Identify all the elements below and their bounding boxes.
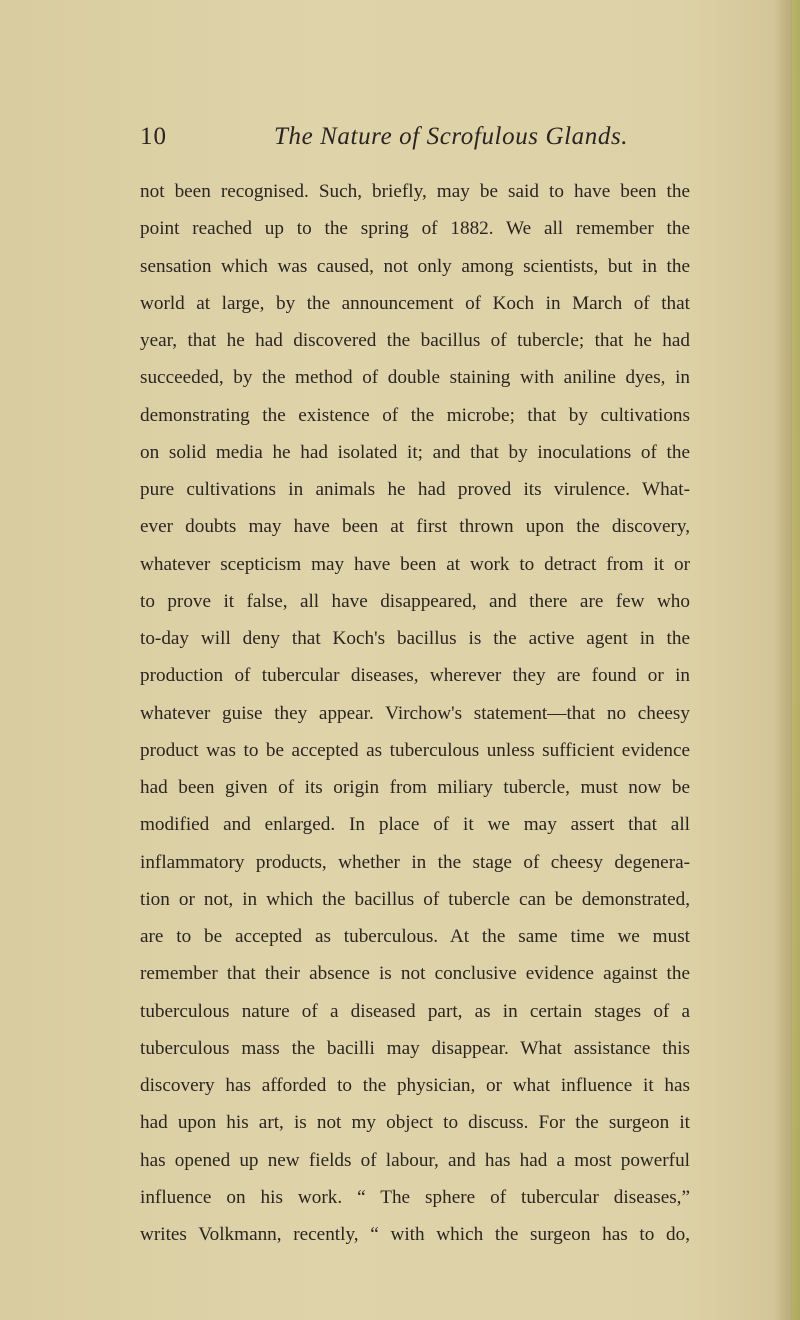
text-line: to-day will deny that Koch's bacillus is the active agent in the bbox=[140, 628, 690, 649]
running-head bbox=[140, 123, 700, 159]
text-line: pure cultivations in animals he had proved its virulence. What- bbox=[140, 479, 690, 500]
text-line: tuberculous nature of a diseased part, as in certain stages of a bbox=[140, 1000, 690, 1022]
text-line: point reached up to the spring of 1882. We all remember the bbox=[140, 218, 690, 240]
text-line: had upon his art, is not my object to discuss. For the surgeon it bbox=[140, 1112, 690, 1134]
text-line: on solid media he had isolated it; and that by inoculations of the bbox=[140, 441, 690, 463]
page-edge-tint bbox=[792, 0, 800, 1320]
text-line: whatever guise they appear. Virchow's statement—that no cheesy bbox=[140, 702, 690, 724]
text-line: world at large, by the announcement of Koch in March of that bbox=[140, 292, 690, 314]
text-line: tion or not, in which the bacillus of tubercle can be demonstrated, bbox=[140, 888, 690, 910]
text-line: succeeded, by the method of double staining with aniline dyes, in bbox=[140, 367, 690, 389]
text-line: influence on his work. “ The sphere of tubercular diseases,” bbox=[140, 1186, 690, 1208]
text-line: sensation which was caused, not only among scientists, but in the bbox=[140, 255, 690, 277]
text-line: inflammatory products, whether in the stage of cheesy degenera- bbox=[140, 851, 690, 873]
text-line: are to be accepted as tuberculous. At the same time we must bbox=[140, 926, 690, 947]
text-line: demonstrating the existence of the microbe; that by cultivations bbox=[140, 404, 690, 426]
text-line: production of tubercular diseases, wherever they are found or in bbox=[140, 665, 690, 687]
text-line: discovery has afforded to the physician, or what influence it has bbox=[140, 1075, 690, 1096]
text-line: product was to be accepted as tuberculous unless sufficient evidence bbox=[140, 739, 690, 761]
text-line: not been recognised. Such, briefly, may be said to have been the bbox=[140, 181, 690, 202]
running-head-title: The Nature of Scrofulous Glands. bbox=[274, 123, 629, 150]
text-line: tuberculous mass the bacilli may disappear. What assistance this bbox=[140, 1037, 690, 1059]
text-line: modified and enlarged. In place of it we may assert that all bbox=[140, 814, 690, 836]
text-line: had been given of its origin from miliary tubercle, must now be bbox=[140, 777, 690, 798]
text-line: writes Volkmann, recently, “ with which the surgeon has to do, bbox=[140, 1224, 690, 1245]
text-line: whatever scepticism may have been at work to detract from it or bbox=[140, 553, 690, 575]
text-line: remember that their absence is not conclusive evidence against the bbox=[140, 963, 690, 985]
text-line: year, that he had discovered the bacillus of tubercle; that he had bbox=[140, 330, 690, 351]
text-line: has opened up new fields of labour, and has had a most powerful bbox=[140, 1149, 690, 1171]
text-line: to prove it false, all have disappeared, and there are few who bbox=[140, 590, 690, 612]
body-text bbox=[140, 173, 690, 1253]
text-line: ever doubts may have been at first thrown upon the discovery, bbox=[140, 516, 690, 538]
page-number: 10 bbox=[140, 123, 167, 150]
